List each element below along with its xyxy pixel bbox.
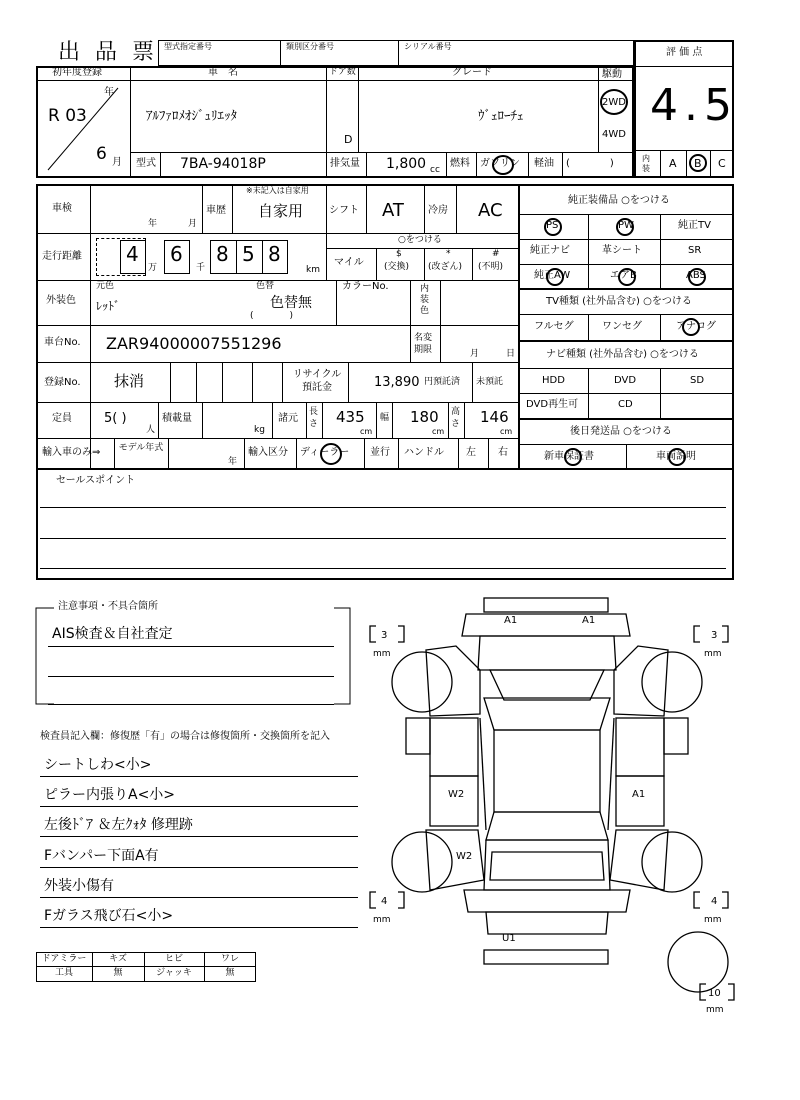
interior-c: C <box>718 157 726 170</box>
later-header: 後日発送品 ○をつける <box>570 426 672 437</box>
fuel-label: 燃料 <box>450 158 470 169</box>
length-label: 長さ <box>309 407 319 429</box>
shaken-month: 月 <box>188 219 198 229</box>
length-unit: cm <box>360 427 373 436</box>
drive-label: 駆動 <box>602 69 622 80</box>
equip-leather: 革シート <box>602 245 642 256</box>
exterior-label: 外装色 <box>46 295 76 306</box>
repaint-label: 色替 <box>256 281 275 291</box>
tv-fullseg: フルセグ <box>534 321 574 332</box>
tv-oneseg: ワンセグ <box>602 321 642 332</box>
first-reg-month: 6 <box>96 144 107 164</box>
mini-tools-value: 無 <box>113 968 123 978</box>
car-name-label: 車 名 <box>208 67 238 78</box>
import-type-label: 輸入区分 <box>248 447 288 458</box>
notes-bracket <box>34 596 354 716</box>
tread-fr-unit: mm <box>704 649 722 659</box>
history-value: 自家用 <box>258 202 304 220</box>
serial-label: シリアル番号 <box>404 42 452 51</box>
drive-2wd: 2WD <box>602 97 626 108</box>
altered-sym: * <box>446 249 451 259</box>
equip-ps: PS <box>546 220 559 231</box>
width-value: 180 <box>410 408 439 426</box>
displacement-value: 1,800 <box>386 156 427 172</box>
recycle-label: リサイクル預託金 <box>292 369 342 393</box>
handle-label: ハンドル <box>404 447 444 458</box>
recycle-not: 未預託 <box>476 377 504 387</box>
equip-tv: 純正TV <box>678 220 711 231</box>
inspector-label: 検査員記入欄：修復歴「有」の場合は修復箇所・交換箇所を記入 <box>40 731 330 742</box>
mileage-label: 走行距離 <box>42 251 82 262</box>
equip-sr: SR <box>688 245 702 256</box>
tread-fl: 3 <box>381 630 388 641</box>
repaint-value: 色替無 <box>270 295 312 311</box>
tread-rl-unit: mm <box>373 915 391 925</box>
equip-airbag-circle <box>618 268 636 286</box>
nav-header: ナビ種類 (社外品含む) ○をつける <box>546 349 699 360</box>
shaken-year: 年 <box>148 219 158 229</box>
grade-label: グレード <box>452 67 492 78</box>
fuel-gasoline: ガソリン <box>480 158 520 169</box>
tv-analog-circle <box>682 318 700 336</box>
orig-color-value: ﾚｯﾄﾞ <box>96 299 121 313</box>
history-label: 車歴 <box>206 205 226 216</box>
mileage-man: 万 <box>148 263 158 273</box>
equip-pw-circle <box>616 218 634 236</box>
doors-value: D <box>344 133 353 146</box>
drive-2wd-circle <box>600 89 628 115</box>
later-manual-circle <box>668 448 686 466</box>
inspector-line-3: 左後ﾄﾞｱ ＆左ｸｫﾀ 修理跡 <box>44 817 193 833</box>
equip-ps-circle <box>544 218 562 236</box>
name-change-day: 日 <box>506 349 516 359</box>
tread-rr: 4 <box>711 896 718 907</box>
nav-dvd: DVD <box>614 375 637 386</box>
interior-label: 内装 <box>642 154 650 173</box>
notes-line-1: AIS検査＆自社査定 <box>52 626 173 642</box>
tread-spare: 10 <box>708 988 721 999</box>
dealer-label: ディーラー <box>300 447 350 458</box>
nav-cd: CD <box>618 399 633 410</box>
nav-dvd-play: DVD再生可 <box>526 399 579 410</box>
chassis-label: 車台No. <box>44 337 81 348</box>
nav-sd: SD <box>690 375 705 386</box>
evaluation-score: 4.5 <box>650 80 738 131</box>
displacement-label: 排気量 <box>330 158 360 169</box>
mini-door-mirror: ドアミラー <box>41 954 87 964</box>
tread-rr-unit: mm <box>704 915 722 925</box>
equip-navi: 純正ナビ <box>530 245 570 256</box>
load-label: 積載量 <box>162 413 192 424</box>
height-value: 146 <box>480 408 509 426</box>
model-value: 7BA-94018P <box>180 156 266 172</box>
altered-text: (改ざん) <box>428 262 463 272</box>
evaluation-label: 評 価 点 <box>666 47 703 58</box>
registration-value: 抹消 <box>114 372 145 390</box>
displacement-unit: cc <box>430 165 440 175</box>
interior-b-circle <box>689 154 707 172</box>
interior-a: A <box>669 157 677 170</box>
model-year-label: モデル年式 <box>118 443 164 453</box>
car-body-diagram <box>360 590 740 1020</box>
handle-left: 左 <box>466 447 476 458</box>
tread-rl: 4 <box>381 896 388 907</box>
inspector-line-4: Fバンパー下面A有 <box>44 848 159 864</box>
name-change-label: 名変期限 <box>414 333 433 355</box>
equip-airbag: エアB <box>610 270 637 281</box>
later-warranty-circle <box>564 448 582 466</box>
capacity-unit: 人 <box>146 425 156 435</box>
recycle-unit: 円預託済 <box>424 377 461 387</box>
mini-jack-value: 無 <box>225 968 235 978</box>
mark-front-a1-right: A1 <box>582 615 596 626</box>
drive-4wd: 4WD <box>602 129 626 140</box>
mile-label: マイル <box>334 257 364 268</box>
tsukeru-label: ○をつける <box>398 235 442 245</box>
color-no-label: カラーNo. <box>342 281 389 292</box>
tread-spare-unit: mm <box>706 1005 724 1015</box>
exchange-text: (交換) <box>384 262 410 272</box>
equip-pw: PW <box>618 220 634 231</box>
dimensions-label: 諸元 <box>278 413 298 424</box>
mileage-digit-2: 6 <box>170 242 183 266</box>
inspector-line-1: シートしわ<小> <box>44 757 152 773</box>
car-name-value: ｱﾙﾌｧﾛﾒｵｼﾞｭﾘｴｯﾀ <box>146 109 237 124</box>
aircon-value: AC <box>478 200 503 221</box>
tread-fr: 3 <box>711 630 718 641</box>
handle-right: 右 <box>498 447 508 458</box>
mini-kizu: キズ <box>109 954 127 964</box>
class-no-label: 類別区分番号 <box>286 42 334 51</box>
mileage-sen: 千 <box>196 263 206 273</box>
first-reg-year: R 03 <box>48 106 87 126</box>
equip-aw: 純正AW <box>534 270 571 281</box>
height-label: 高さ <box>451 407 461 429</box>
genuine-header: 純正装備品 ○をつける <box>568 195 670 206</box>
fuel-diesel: 軽油 <box>534 158 554 169</box>
mini-tools: 工具 <box>54 968 73 978</box>
mileage-digit-1: 4 <box>126 242 139 266</box>
capacity-value: 5( ) <box>104 411 127 426</box>
repaint-paren: ( ) <box>250 311 294 321</box>
mini-jack: ジャッキ <box>156 968 192 978</box>
later-warranty: 新車保証書 <box>544 451 594 462</box>
exchange-sym: $ <box>396 249 402 259</box>
mark-left-door-w2: W2 <box>448 789 465 800</box>
aircon-label: 冷房 <box>428 205 448 216</box>
sales-point-label: セールスポイント <box>56 475 136 486</box>
capacity-label: 定員 <box>52 413 72 424</box>
mini-hibi: ヒビ <box>164 954 183 964</box>
later-manual: 車両説明 <box>656 451 696 462</box>
load-unit: kg <box>254 425 265 435</box>
form-title: 出 品 票 <box>58 40 158 65</box>
notes-label: 注意事項・不具合箇所 <box>58 601 158 612</box>
equip-abs: ABS <box>686 270 706 281</box>
mark-rear-u1: U1 <box>502 933 516 944</box>
inspector-line-6: Fガラス飛び石<小> <box>44 908 174 924</box>
mark-left-rear-w2: W2 <box>456 851 473 862</box>
interior-b: B <box>694 157 702 170</box>
shaken-label: 車検 <box>52 203 72 214</box>
fuel-gasoline-circle <box>492 155 514 175</box>
tv-header: TV種類 (社外品含む) ○をつける <box>546 296 692 307</box>
inspector-line-5: 外装小傷有 <box>44 878 114 894</box>
unknown-sym: # <box>492 249 500 259</box>
mileage-digit-5: 8 <box>268 242 281 266</box>
history-note: ※未記入は自家用 <box>246 186 309 195</box>
mileage-digit-3: 8 <box>216 242 229 266</box>
first-reg-label: 初年度登録 <box>52 67 102 78</box>
width-label: 幅 <box>380 413 390 423</box>
type-no-label: 型式指定番号 <box>164 42 212 51</box>
inspector-line-2: ピラー内張りA<小> <box>44 787 176 803</box>
shift-label: シフト <box>329 205 359 216</box>
mileage-unit: km <box>306 265 320 275</box>
import-label: 輸入車のみ⇒ <box>42 447 101 458</box>
nav-hdd: HDD <box>542 375 565 386</box>
fuel-other: ( ) <box>566 158 614 169</box>
chassis-value: ZAR94000007551296 <box>106 334 282 353</box>
recycle-value: 13,890 <box>374 375 420 390</box>
first-reg-year-suffix: 年 <box>104 87 114 98</box>
mark-right-door-a1: A1 <box>632 789 646 800</box>
mileage-digit-4: 5 <box>242 242 255 266</box>
orig-color-label: 元色 <box>96 281 115 291</box>
dealer-circle <box>320 443 342 465</box>
grade-value: ｳﾞｪﾛｰﾁｪ <box>478 109 524 124</box>
name-change-month: 月 <box>470 349 480 359</box>
shift-value: AT <box>382 200 404 221</box>
height-unit: cm <box>500 427 513 436</box>
tv-analog: アナログ <box>676 321 716 332</box>
tread-fl-unit: mm <box>373 649 391 659</box>
first-reg-month-suffix: 月 <box>112 157 122 168</box>
registration-label: 登録No. <box>44 377 81 388</box>
length-value: 435 <box>336 408 365 426</box>
doors-label: ドア数 <box>329 67 356 77</box>
interior-color-label: 内装色 <box>420 284 430 316</box>
unknown-text: (不明) <box>478 262 504 272</box>
parallel-label: 並行 <box>370 447 390 458</box>
mark-front-a1-left: A1 <box>504 615 518 626</box>
equip-aw-circle <box>546 268 564 286</box>
width-unit: cm <box>432 427 445 436</box>
mini-ware: ワレ <box>220 954 239 964</box>
equip-abs-circle <box>688 268 706 286</box>
model-label: 型式 <box>136 158 156 169</box>
model-year-unit: 年 <box>228 457 238 467</box>
header-id-strip <box>158 40 634 66</box>
